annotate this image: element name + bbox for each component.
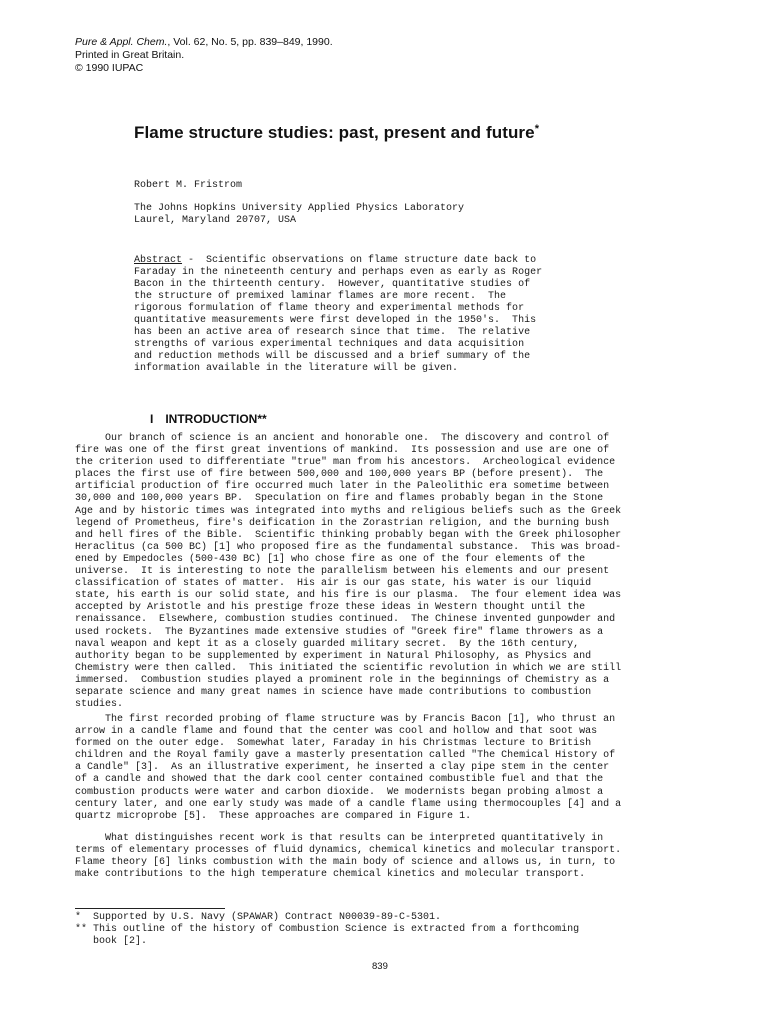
paragraph-line: What distinguishes recent work is that results can be interpreted quantitatively in: [75, 833, 604, 844]
paragraph-line: Heraclitus (ca 500 BC) [1] who proposed fire as the fundamental substance. This was broad-: [75, 541, 622, 553]
paragraph-line: children and the Royal family gave a masterly presentation called "The Chemical History of: [75, 750, 616, 762]
paragraph-line: arrow in a candle flame and found that the center was cool and hollow and that soot was: [75, 726, 598, 738]
abstract-line: strengths of various experimental techniques and data acquisition: [134, 339, 525, 350]
abstract-line: information available in the literature will be given.: [134, 363, 459, 374]
paragraph-line: state, his earth is our solid state, and his fire is our plasma. The four element idea was: [75, 590, 622, 602]
journal-name: Pure & Appl. Chem.: [75, 36, 168, 48]
paragraph-line: used rockets. The Byzantines made extensive studies of "Greek fire" flame throwers as a: [75, 626, 604, 638]
paragraph-line: and hell fires of the Bible. Scientific thinking probably began with the Greek philosopher: [75, 529, 622, 541]
page-number: 839: [372, 961, 388, 972]
paragraph-line: classification of states of matter. His air is our gas state, his water is our liquid: [75, 578, 592, 590]
paragraph-line: legend of Prometheus, fire's deification in the Zorastrian religion, and the burning bush: [75, 517, 610, 529]
abstract-line: Faraday in the nineteenth century and perhaps even as early as Roger: [134, 267, 543, 278]
footnotes: [75, 912, 579, 948]
paragraph-line: Our branch of science is an ancient and honorable one. The discovery and control of: [75, 433, 610, 444]
paragraph-bacon: [75, 714, 685, 823]
abstract-line: rigorous formulation of flame theory and experimental methods for: [134, 303, 525, 314]
printed-location: Printed in Great Britain.: [75, 49, 185, 61]
abstract-line: [134, 255, 604, 267]
paragraph-line: artificial production of fire occurred much later in the Paleolithic era sometime between: [75, 481, 610, 493]
affiliation: [134, 203, 464, 227]
journal-header: [75, 36, 333, 75]
section-number: I: [150, 412, 154, 426]
paragraph-line: Chemistry were then called. This initiated the scientific revolution in which we are still: [75, 662, 622, 674]
paragraph-line: the criterion used to differentiate "true" man from his ancestors. Archeological evidence: [75, 457, 616, 469]
paragraph-line: Age and by historic times was integrated into myths and religious beliefs such as the Greek: [75, 505, 622, 517]
paragraph-line: combustion products were water and carbon dioxide. We modernists began probing almost a: [75, 786, 604, 798]
affiliation-line: The Johns Hopkins University Applied Physics Laboratory: [134, 203, 465, 214]
paragraph-line: a Candle" [3]. As an illustrative experiment, he inserted a clay pipe stem in the center: [75, 762, 610, 774]
paragraph-line: Flame theory [6] links combustion with the main body of science and allows us, in turn, to: [75, 857, 616, 869]
paper-title: [134, 123, 539, 143]
paragraph-line: accepted by Aristotle and his prestige froze these ideas in Western thought until the: [75, 602, 586, 614]
paragraph-line: The first recorded probing of flame structure was by Francis Bacon [1], who thrust an: [75, 714, 616, 725]
abstract-line: the structure of premixed laminar flames are more recent. The: [134, 291, 507, 302]
abstract-line: quantitative measurements were first developed in the 1950's. This: [134, 315, 537, 326]
paragraph-line: immersed. Combustion studies played a prominent role in the beginnings of Chemistry as a: [75, 674, 610, 686]
paragraph-line: ened by Empedocles (500-430 BC) [1] who chose fire as one of the four elements of the: [75, 553, 586, 565]
section-title: INTRODUCTION**: [165, 412, 267, 426]
author-name: Robert M. Fristrom: [134, 180, 243, 191]
paragraph-line: 30,000 and 100,000 years BP. Speculation on fire and flames probably began in the Stone: [75, 493, 604, 505]
abstract: [134, 255, 604, 375]
paper-title-text: Flame structure studies: past, present and future: [134, 123, 535, 142]
paragraph-line: formed on the outer edge. Somewhat later, Faraday in his Christmas lecture to British: [75, 738, 592, 750]
footnote-line: ** This outline of the history of Combustion Science is extracted from a forthcoming: [75, 924, 580, 935]
footnote-rule: [75, 908, 225, 909]
abstract-line: Bacon in the thirteenth century. However, quantitative studies of: [134, 279, 531, 290]
paragraph-line: renaissance. Elsewhere, combustion studies continued. The Chinese invented gunpowder and: [75, 614, 616, 626]
title-footnote-marker: *: [534, 123, 540, 135]
paragraph-line: authority began to be supplemented by experiment in Natural Philosophy, as Physics and: [75, 650, 592, 662]
citation-details: , Vol. 62, No. 5, pp. 839–849, 1990.: [167, 36, 333, 48]
paragraph-line: quartz microprobe [5]. These approaches are compared in Figure 1.: [75, 810, 472, 822]
abstract-line: has been an active area of research since that time. The relative: [134, 327, 531, 338]
paragraph-line: make contributions to the high temperature chemical kinetics and molecular transport.: [75, 869, 586, 881]
paragraph-recent: [75, 833, 685, 881]
paragraph-line: terms of elementary processes of fluid dynamics, chemical kinetics and molecular transport.: [75, 845, 622, 857]
paragraph-line: separate science and many great names in science have made contributions to combustion: [75, 686, 592, 698]
paragraph-line: fire was one of the first great inventions of mankind. Its possession and use are one of: [75, 445, 610, 457]
abstract-line-text: - Scientific observations on flame structure date back to: [182, 255, 537, 266]
paragraph-line: of a candle and showed that the dark cool center contained combustible fuel and that the: [75, 774, 604, 786]
section-heading: [150, 412, 267, 426]
footnote-line: book [2].: [75, 936, 148, 947]
abstract-line: and reduction methods will be discussed and a brief summary of the: [134, 351, 531, 362]
paragraph-line: universe. It is interesting to note the parallelism between his elements and our present: [75, 566, 610, 578]
paragraph-line: century later, and one early study was made of a candle flame using thermocouples [4] and a: [75, 798, 622, 810]
paragraph-intro: [75, 433, 685, 711]
copyright-notice: © 1990 IUPAC: [75, 62, 144, 74]
paragraph-line: places the first use of fire between 500,000 and 100,000 years BP (before present). The: [75, 469, 604, 481]
journal-citation: [75, 36, 333, 49]
abstract-body: [134, 267, 604, 375]
paragraph-line: naval weapon and kept it as a closely guarded military secret. By the 16th century,: [75, 638, 580, 650]
paragraph-line: studies.: [75, 699, 124, 711]
affiliation-line: Laurel, Maryland 20707, USA: [134, 215, 297, 226]
footnote-line: * Supported by U.S. Navy (SPAWAR) Contract N00039-89-C-5301.: [75, 912, 442, 923]
abstract-label: Abstract: [134, 255, 183, 266]
